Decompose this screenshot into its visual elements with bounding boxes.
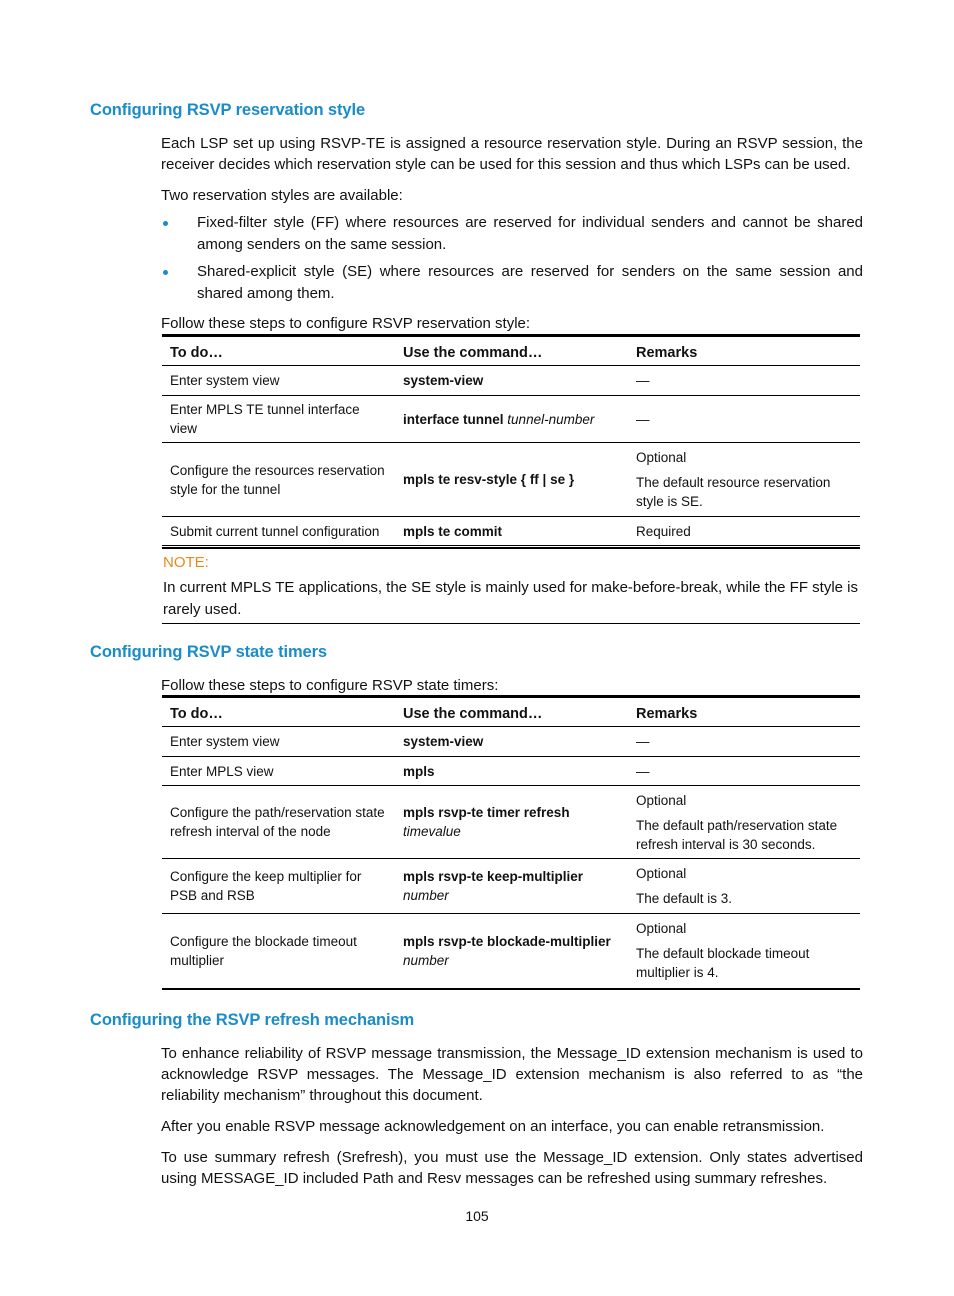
section-heading: Configuring the RSVP refresh mechanism (90, 1011, 415, 1029)
paragraph: To use summary refresh (Srefresh), you must use the Message_ID extension. Only states advertised using MESSAGE_ID included Path and Resv messages can be refreshed using summary refreshes. (161, 1149, 863, 1187)
table-row (162, 443, 860, 517)
table-row (162, 396, 860, 443)
table-header-row (162, 697, 860, 727)
table-cell-remarks: Optional The default is 3. (628, 859, 860, 914)
table-cell-remarks: Optional The default resource reservation style is SE. (628, 443, 860, 517)
table-cell-remarks: — (628, 727, 860, 757)
table-row (162, 786, 860, 859)
paragraph: Two reservation styles are available: (161, 187, 403, 204)
column-header: Use the command… (395, 697, 628, 727)
table-cell-command: system-view (395, 366, 628, 396)
column-header: To do… (162, 697, 395, 727)
table-cell-todo: Configure the resources reservation style for the tunnel (162, 443, 395, 517)
note-text: In current MPLS TE applications, the SE style is mainly used for make-before-break, while the FF style is rarely used. (163, 579, 859, 618)
command-table (162, 334, 860, 549)
note-label: NOTE: (163, 554, 209, 571)
table-cell-remarks: Optional The default path/reservation state refresh interval is 30 seconds. (628, 786, 860, 859)
paragraph: To enhance reliability of RSVP message transmission, the Message_ID extension mechanism is used to acknowledge RSVP messages. The Message_ID extension mechanism is also referred to as “the reliability mechanism” throughout this document. (161, 1045, 863, 1104)
table-row (162, 914, 860, 989)
table-cell-command: mpls rsvp-te timer refresh timevalue (395, 786, 628, 859)
table-row (162, 859, 860, 914)
bullet-icon (163, 270, 168, 275)
table-cell-todo: Enter MPLS TE tunnel interface view (162, 396, 395, 443)
table-cell-remarks: — (628, 757, 860, 786)
column-header: To do… (162, 336, 395, 366)
column-header: Use the command… (395, 336, 628, 366)
table-row (162, 757, 860, 786)
table-cell-command: interface tunnel tunnel-number (395, 396, 628, 443)
table-cell-command: mpls te resv-style { ff | se } (395, 443, 628, 517)
paragraph: Follow these steps to configure RSVP state timers: (161, 677, 499, 694)
table-cell-todo: Configure the keep multiplier for PSB and RSB (162, 859, 395, 914)
list-item: Fixed-filter style (FF) where resources are reserved for individual senders and cannot be shared among senders on the same session. (161, 212, 863, 256)
section-heading: Configuring RSVP reservation style (90, 101, 366, 119)
table-cell-remarks: Required (628, 517, 860, 548)
paragraph: Each LSP set up using RSVP-TE is assigned a resource reservation style. During an RSVP session, the receiver decides which reservation style can be used for this session and thus which LSPs can be used. (161, 135, 863, 173)
table-cell-todo: Configure the path/reservation state refresh interval of the node (162, 786, 395, 859)
page-number: 105 (465, 1208, 489, 1224)
table-row (162, 517, 860, 548)
list-item: Shared-explicit style (SE) where resources are reserved for senders on the same session and shared among them. (161, 261, 863, 305)
note-box (162, 545, 860, 624)
table-cell-remarks: Optional The default blockade timeout multiplier is 4. (628, 914, 860, 989)
table-cell-todo: Submit current tunnel configuration (162, 517, 395, 548)
paragraph: Follow these steps to configure RSVP reservation style: (161, 315, 531, 332)
table-cell-command: mpls (395, 757, 628, 786)
table-cell-todo: Enter system view (162, 727, 395, 757)
section-heading: Configuring RSVP state timers (90, 643, 328, 661)
command-table (162, 695, 860, 990)
bullet-icon (163, 221, 168, 226)
table-row (162, 727, 860, 757)
table-header-row (162, 336, 860, 366)
table-cell-remarks: — (628, 396, 860, 443)
table-cell-command: mpls te commit (395, 517, 628, 548)
column-header: Remarks (628, 697, 860, 727)
table-cell-command: mpls rsvp-te keep-multiplier number (395, 859, 628, 914)
table-row (162, 366, 860, 396)
bullet-list (161, 212, 863, 305)
table-cell-remarks: — (628, 366, 860, 396)
paragraph: After you enable RSVP message acknowledgement on an interface, you can enable retransmission. (161, 1118, 825, 1135)
table-cell-todo: Configure the blockade timeout multiplier (162, 914, 395, 989)
table-cell-todo: Enter MPLS view (162, 757, 395, 786)
table-cell-todo: Enter system view (162, 366, 395, 396)
table-cell-command: mpls rsvp-te blockade-multiplier number (395, 914, 628, 989)
column-header: Remarks (628, 336, 860, 366)
table-cell-command: system-view (395, 727, 628, 757)
